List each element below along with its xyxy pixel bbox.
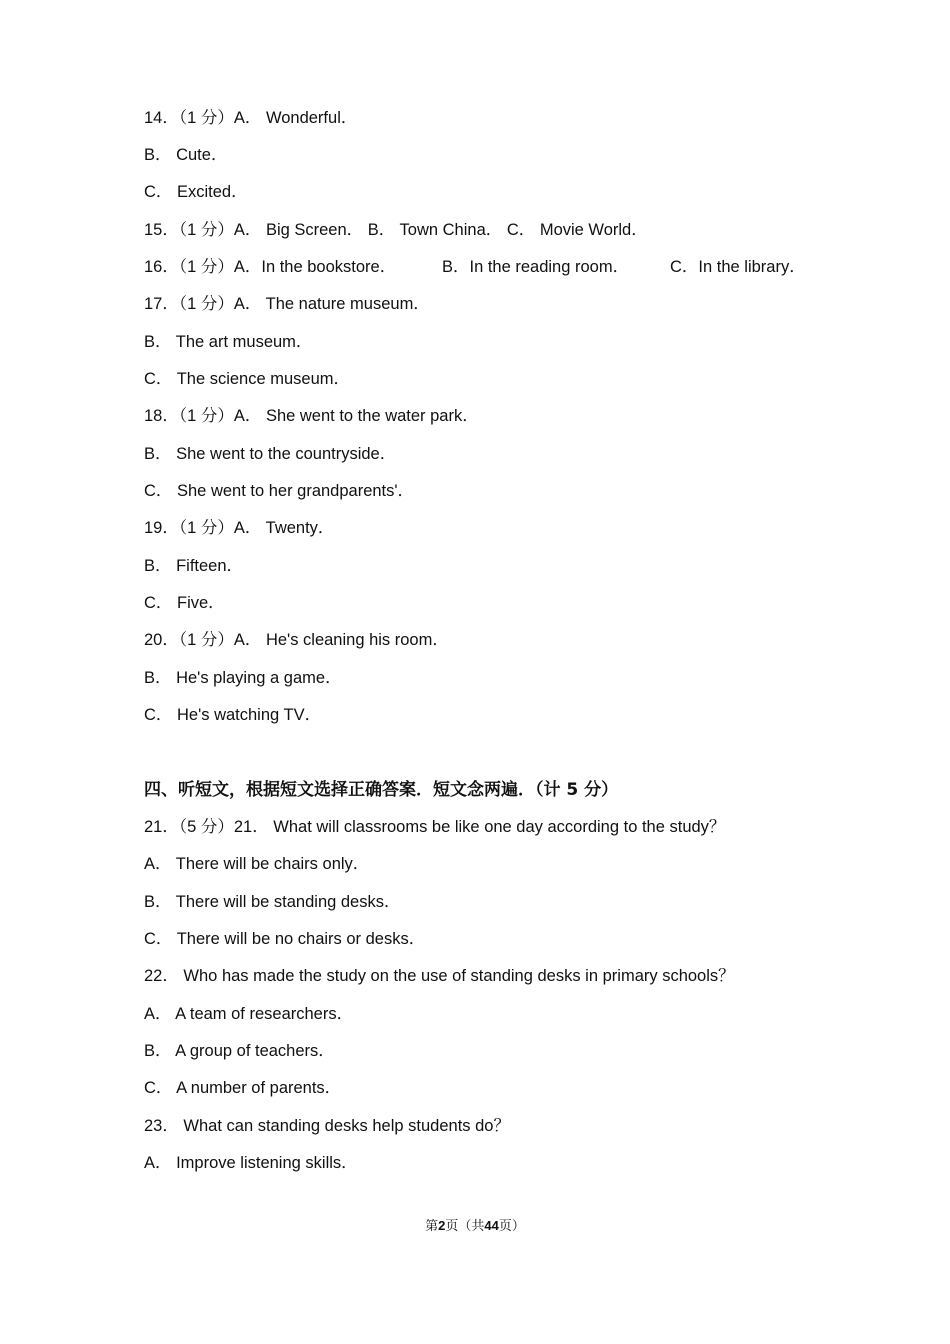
option-21-c: C． There will be no chairs or desks． bbox=[144, 930, 426, 948]
footer-middle: 页（共 bbox=[445, 1219, 485, 1234]
footer-suffix: 页） bbox=[498, 1219, 525, 1234]
question-22: 22． Who has made the study on the use of standing desks in primary schools？ bbox=[144, 967, 735, 985]
footer-total-pages: 44 bbox=[484, 1218, 499, 1233]
question-23: 23． What can standing desks help students do？ bbox=[144, 1117, 510, 1135]
option-18-b: B． She went to the countryside． bbox=[144, 445, 397, 463]
option-21-a: A． There will be chairs only． bbox=[144, 855, 370, 873]
page-footer bbox=[0, 1215, 950, 1234]
option-17-c: C． The science museum． bbox=[144, 370, 351, 388]
option-16-b: B．In the reading room． bbox=[442, 258, 630, 276]
option-20-b: B． He's playing a game． bbox=[144, 669, 342, 687]
footer-page-number: 2 bbox=[438, 1218, 446, 1233]
question-20: 20．（1 分）A． He's cleaning his room． bbox=[144, 631, 449, 649]
question-18: 18．（1 分）A． She went to the water park． bbox=[144, 407, 479, 425]
question-15: 15．（1 分）A． Big Screen． B． Town China． C． Movie World． bbox=[144, 221, 648, 239]
option-16-c: C．In the library． bbox=[670, 258, 806, 276]
option-22-a: A． A team of researchers． bbox=[144, 1005, 354, 1023]
option-19-c: C． Five． bbox=[144, 594, 225, 612]
option-19-b: B． Fifteen． bbox=[144, 557, 244, 575]
question-19: 19．（1 分）A． Twenty． bbox=[144, 519, 335, 537]
option-20-c: C． He's watching TV． bbox=[144, 706, 322, 724]
option-22-b: B． A group of teachers． bbox=[144, 1042, 335, 1060]
option-22-c: C． A number of parents． bbox=[144, 1079, 342, 1097]
option-23-a: A． Improve listening skills． bbox=[144, 1154, 358, 1172]
option-14-b: B． Cute． bbox=[144, 146, 228, 164]
question-21: 21．（5 分）21． What will classrooms be like one day according to the study？ bbox=[144, 818, 726, 836]
question-17: 17．（1 分）A． The nature museum． bbox=[144, 295, 430, 313]
option-17-b: B． The art museum． bbox=[144, 333, 313, 351]
option-18-c: C． She went to her grandparents'． bbox=[144, 482, 415, 500]
option-21-b: B． There will be standing desks． bbox=[144, 893, 401, 911]
question-16: 16．（1 分）A．In the bookstore． bbox=[144, 258, 397, 276]
question-16-row bbox=[144, 256, 844, 278]
option-14-c: C． Excited． bbox=[144, 183, 248, 201]
section-heading: 四、听短文，根据短文选择正确答案．短文念两遍．（计 5 分） bbox=[144, 780, 619, 800]
question-14: 14．（1 分）A． Wonderful． bbox=[144, 109, 358, 127]
footer-prefix: 第 bbox=[425, 1219, 439, 1234]
